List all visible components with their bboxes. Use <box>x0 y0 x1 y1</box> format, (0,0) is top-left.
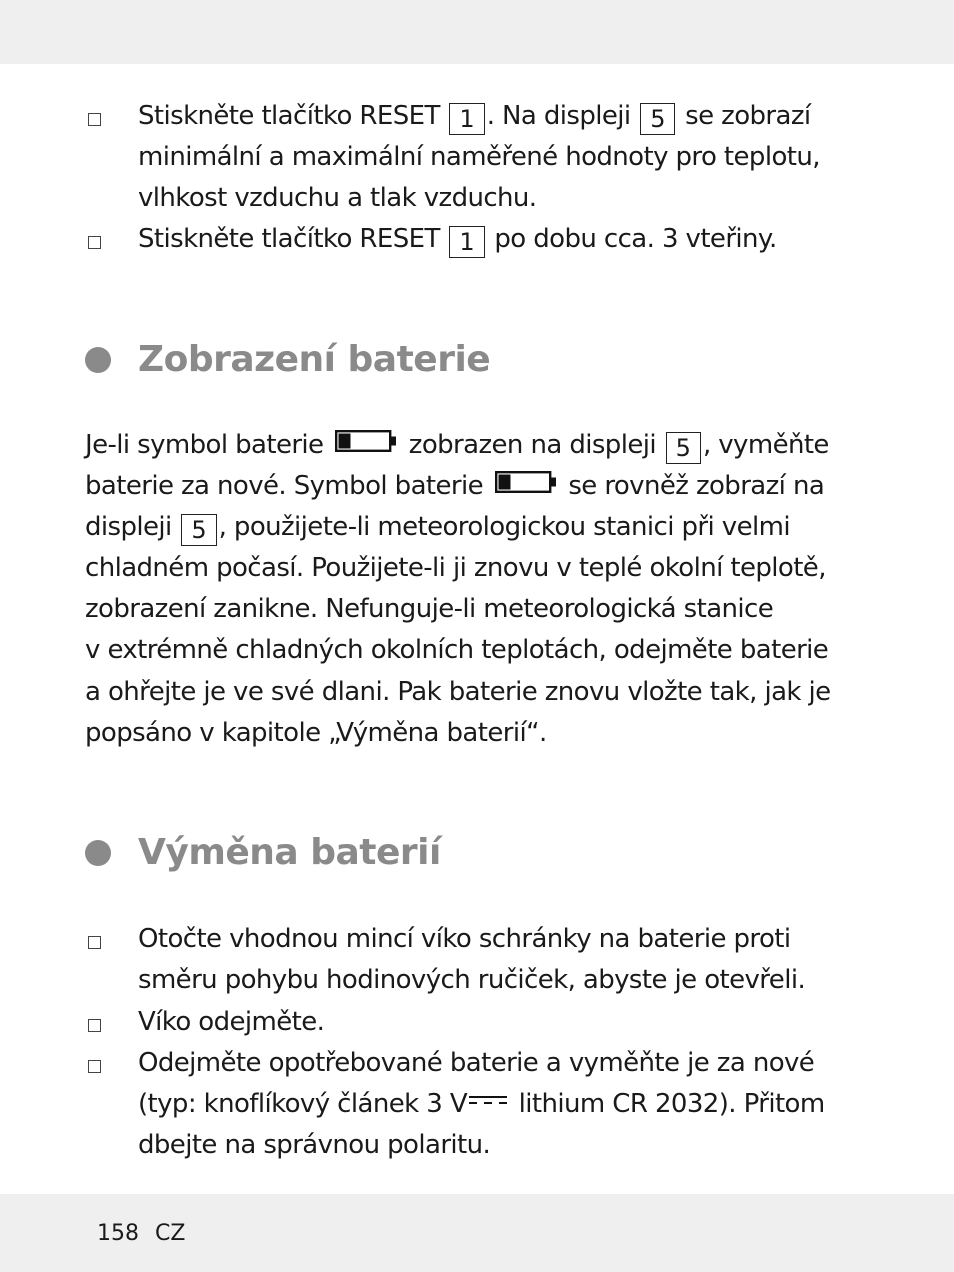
list-item-line <box>138 1084 825 1125</box>
checkbox-icon <box>88 113 101 126</box>
list-item-line <box>138 96 811 137</box>
section-heading-battery-replace: Výměna baterií <box>138 832 441 873</box>
direct-current-icon <box>469 1095 507 1105</box>
language-code: CZ <box>155 1221 186 1246</box>
section-bullet-icon <box>85 347 111 373</box>
text-run: popsáno v kapitole „Výměna baterií“. <box>85 718 547 748</box>
text-run: lithium CR 2032). Přitom <box>511 1089 825 1119</box>
paragraph-line <box>85 589 773 630</box>
paragraph-line <box>85 713 547 754</box>
text-run: , použijete-li meteorologickou stanici při velmi <box>218 512 790 542</box>
section-bullet-icon <box>85 840 111 866</box>
section-heading-battery-display: Zobrazení baterie <box>138 339 491 380</box>
text-run: . Na displeji <box>486 101 639 131</box>
battery-icon <box>495 471 557 493</box>
text-run: chladném počasí. Použijete-li ji znovu v teplé okolní teplotě, <box>85 553 826 583</box>
text-run: baterie za nové. Symbol baterie <box>85 471 491 501</box>
text-run: (typ: knoflíkový článek 3 V <box>138 1089 468 1119</box>
paragraph-line <box>85 630 828 671</box>
text-run: zobrazen na displeji <box>401 430 664 460</box>
text-run: Stiskněte tlačítko RESET <box>138 224 448 254</box>
checkbox-icon <box>88 1019 101 1032</box>
text-run: směru pohybu hodinových ručiček, abyste je otevřeli. <box>138 965 806 995</box>
list-item-line <box>138 178 536 219</box>
part-reference-box: 5 <box>181 514 216 546</box>
text-run: displeji <box>85 512 180 542</box>
page-number: 158 <box>97 1221 139 1246</box>
battery-icon <box>335 430 397 452</box>
list-item-line <box>138 1043 814 1084</box>
text-run: Je-li symbol baterie <box>85 430 332 460</box>
list-item-line <box>138 219 777 260</box>
text-run: Odejměte opotřebované baterie a vyměňte je za nové <box>138 1048 815 1078</box>
text-run: Víko odejměte. <box>138 1007 325 1037</box>
text-run: Stiskněte tlačítko RESET <box>138 101 448 131</box>
checkbox-icon <box>88 936 101 949</box>
paragraph-line <box>85 425 829 466</box>
text-run: zobrazení zanikne. Nefunguje-li meteorologická stanice <box>85 594 774 624</box>
list-item-line <box>138 137 820 178</box>
paragraph-line <box>85 507 790 548</box>
list-item-line <box>138 919 790 960</box>
page-footer <box>97 1220 185 1248</box>
text-run: minimální a maximální naměřené hodnoty pro teplotu, <box>138 142 820 172</box>
part-reference-box: 1 <box>449 226 484 258</box>
text-run: Otočte vhodnou mincí víko schránky na baterie proti <box>138 924 791 954</box>
checkbox-icon <box>88 1060 101 1073</box>
text-run: v extrémně chladných okolních teplotách, odejměte baterie <box>85 635 829 665</box>
text-run: a ohřejte je ve své dlani. Pak baterie znovu vložte tak, jak je <box>85 677 831 707</box>
text-run: dbejte na správnou polaritu. <box>138 1130 491 1160</box>
text-run: po dobu cca. 3 vteřiny. <box>486 224 777 254</box>
text-run: , vyměňte <box>702 430 829 460</box>
list-item-line <box>138 1002 324 1043</box>
paragraph-line <box>85 548 826 589</box>
list-item-line <box>138 960 805 1001</box>
part-reference-box: 5 <box>666 432 701 464</box>
text-run: vlhkost vzduchu a tlak vzduchu. <box>138 183 537 213</box>
checkbox-icon <box>88 236 101 249</box>
part-reference-box: 5 <box>640 103 675 135</box>
text-run: se zobrazí <box>677 101 811 131</box>
paragraph-line <box>85 672 831 713</box>
part-reference-box: 1 <box>449 103 484 135</box>
top-band <box>0 0 954 64</box>
list-item-line <box>138 1125 490 1166</box>
text-run: se rovněž zobrazí na <box>560 471 825 501</box>
paragraph-line <box>85 466 824 507</box>
